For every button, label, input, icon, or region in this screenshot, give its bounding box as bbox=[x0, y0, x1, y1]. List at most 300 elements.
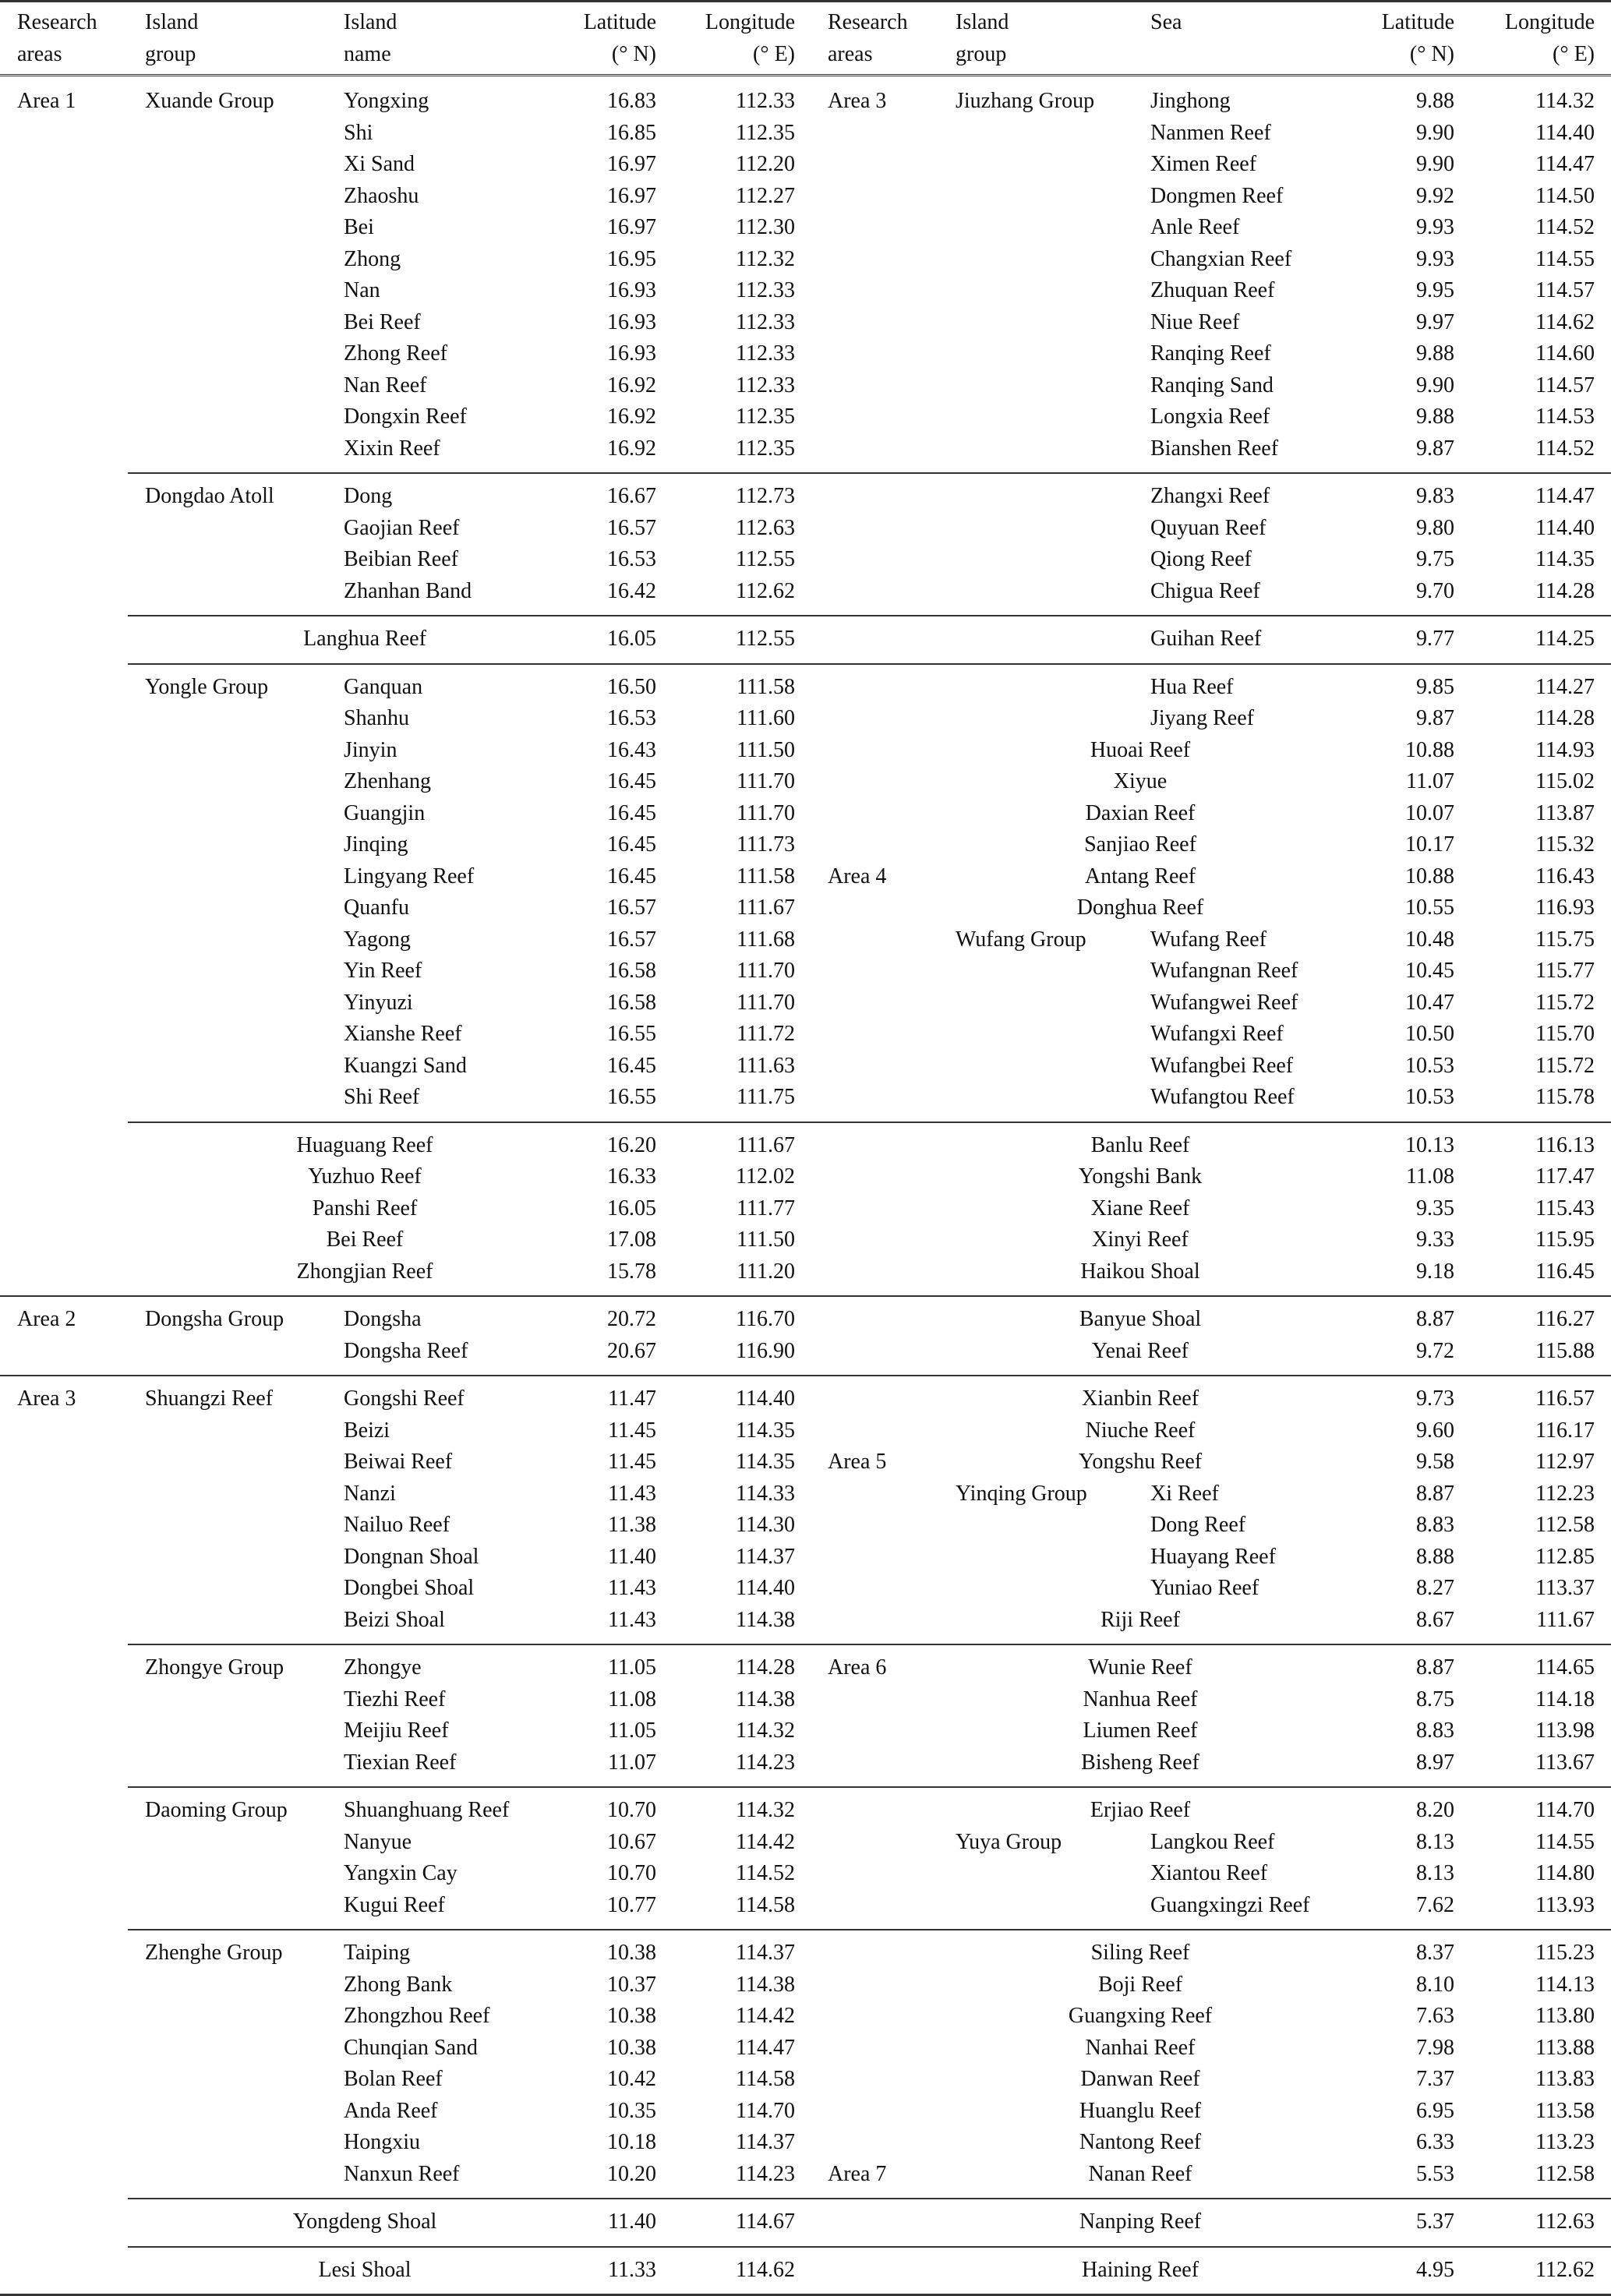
sea-name: Bianshen Reef bbox=[1150, 436, 1279, 461]
section-rule bbox=[128, 663, 806, 665]
section-rule bbox=[806, 1295, 1611, 1297]
latitude-value: 16.45 bbox=[607, 832, 656, 857]
latitude-value: 11.47 bbox=[608, 1386, 656, 1411]
section-rule bbox=[806, 472, 1611, 474]
latitude-value: 10.35 bbox=[607, 2098, 656, 2123]
island-name: Shi bbox=[344, 120, 373, 145]
island-name: Xianshe Reef bbox=[344, 1022, 462, 1046]
section-rule bbox=[806, 2246, 1611, 2248]
longitude-value: 112.35 bbox=[736, 436, 795, 461]
island-name: Zhong bbox=[344, 246, 401, 271]
island-name: Zhaoshu bbox=[344, 183, 419, 208]
column-header-lat: (° N) bbox=[611, 42, 656, 66]
research-area: Area 4 bbox=[828, 864, 887, 888]
longitude-value: 116.13 bbox=[1535, 1132, 1595, 1157]
island-group: Yongle Group bbox=[145, 674, 269, 699]
latitude-value: 16.58 bbox=[607, 959, 656, 983]
island-name: Dongnan Shoal bbox=[344, 1544, 479, 1569]
latitude-value: 8.87 bbox=[1416, 1481, 1454, 1506]
island-name: Nan Reef bbox=[344, 373, 427, 397]
longitude-value: 116.45 bbox=[1535, 1259, 1595, 1284]
latitude-value: 16.43 bbox=[607, 737, 656, 762]
latitude-value: 16.20 bbox=[607, 1132, 656, 1157]
sea-name: Wufangxi Reef bbox=[1150, 1022, 1284, 1046]
longitude-value: 114.80 bbox=[1535, 1861, 1595, 1885]
longitude-value: 112.32 bbox=[736, 246, 795, 271]
longitude-value: 115.72 bbox=[1535, 1053, 1595, 1078]
island-name: Shuanghuang Reef bbox=[344, 1798, 510, 1822]
island-name: Dongxin Reef bbox=[344, 404, 467, 429]
longitude-value: 113.87 bbox=[1535, 800, 1595, 825]
sea-name: Ranqing Reef bbox=[1150, 341, 1271, 366]
longitude-value: 112.33 bbox=[736, 341, 795, 366]
latitude-value: 16.92 bbox=[607, 404, 656, 429]
latitude-value: 10.45 bbox=[1405, 959, 1454, 983]
research-area: Area 3 bbox=[17, 1386, 76, 1411]
latitude-value: 9.35 bbox=[1416, 1196, 1454, 1220]
island-name-spanning: Banyue Shoal bbox=[1079, 1307, 1202, 1331]
longitude-value: 111.50 bbox=[737, 1227, 795, 1252]
latitude-value: 16.33 bbox=[607, 1164, 656, 1189]
column-header-lon: (° E) bbox=[753, 42, 795, 66]
longitude-value: 114.32 bbox=[1535, 89, 1595, 113]
latitude-value: 9.58 bbox=[1416, 1450, 1454, 1474]
latitude-value: 11.43 bbox=[608, 1576, 656, 1600]
latitude-value: 10.88 bbox=[1405, 737, 1454, 762]
sea-name: Yuniao Reef bbox=[1150, 1576, 1259, 1600]
latitude-value: 8.13 bbox=[1416, 1829, 1454, 1854]
header-rule bbox=[806, 74, 1611, 79]
longitude-value: 114.55 bbox=[1535, 246, 1595, 271]
longitude-value: 111.75 bbox=[737, 1085, 795, 1109]
longitude-value: 114.23 bbox=[736, 1750, 795, 1775]
island-name: Bei bbox=[344, 215, 374, 239]
latitude-value: 9.87 bbox=[1416, 436, 1454, 461]
island-name: Taiping bbox=[344, 1941, 411, 1965]
latitude-value: 16.58 bbox=[607, 990, 656, 1015]
longitude-value: 114.47 bbox=[736, 2035, 795, 2060]
latitude-value: 10.37 bbox=[607, 1972, 656, 1997]
island-name: Nan bbox=[344, 278, 380, 302]
island-name-spanning: Riji Reef bbox=[1100, 1607, 1180, 1632]
latitude-value: 16.57 bbox=[607, 515, 656, 540]
latitude-value: 8.97 bbox=[1416, 1750, 1454, 1775]
longitude-value: 111.70 bbox=[737, 769, 795, 793]
longitude-value: 112.02 bbox=[736, 1164, 795, 1189]
section-rule bbox=[128, 2246, 806, 2248]
latitude-value: 9.93 bbox=[1416, 215, 1454, 239]
latitude-value: 16.57 bbox=[607, 927, 656, 952]
island-name-spanning: Donghua Reef bbox=[1076, 895, 1204, 920]
longitude-value: 112.55 bbox=[736, 627, 795, 651]
latitude-value: 16.45 bbox=[607, 769, 656, 793]
longitude-value: 114.62 bbox=[736, 2257, 795, 2282]
longitude-value: 114.42 bbox=[736, 1829, 795, 1854]
section-rule bbox=[806, 1786, 1611, 1788]
latitude-value: 10.17 bbox=[1405, 832, 1454, 857]
sea-name: Zhangxi Reef bbox=[1150, 484, 1270, 508]
longitude-value: 117.47 bbox=[1535, 1164, 1595, 1189]
latitude-value: 16.92 bbox=[607, 436, 656, 461]
island-name: Xixin Reef bbox=[344, 436, 440, 461]
sea-name: Dongmen Reef bbox=[1150, 183, 1284, 208]
column-header-lat: (° N) bbox=[1409, 42, 1454, 66]
longitude-value: 111.70 bbox=[737, 990, 795, 1015]
longitude-value: 115.95 bbox=[1535, 1227, 1595, 1252]
longitude-value: 114.57 bbox=[1535, 373, 1595, 397]
island-name: Nanyue bbox=[344, 1829, 412, 1854]
latitude-value: 8.75 bbox=[1416, 1687, 1454, 1711]
sea-name: Huayang Reef bbox=[1150, 1544, 1276, 1569]
longitude-value: 111.72 bbox=[737, 1022, 795, 1046]
latitude-value: 10.50 bbox=[1405, 1022, 1454, 1046]
latitude-value: 11.07 bbox=[1406, 769, 1454, 793]
research-area: Area 5 bbox=[828, 1450, 887, 1474]
island-name: Yin Reef bbox=[344, 959, 422, 983]
island-name-spanning: Huaguang Reef bbox=[296, 1132, 433, 1157]
longitude-value: 112.23 bbox=[1535, 1481, 1595, 1506]
column-header-group: Island bbox=[956, 10, 1009, 34]
longitude-value: 114.40 bbox=[1535, 120, 1595, 145]
island-name-spanning: Yuzhuo Reef bbox=[308, 1164, 422, 1189]
island-group: Daoming Group bbox=[145, 1798, 288, 1822]
latitude-value: 10.38 bbox=[607, 2035, 656, 2060]
latitude-value: 16.45 bbox=[607, 864, 656, 888]
latitude-value: 20.67 bbox=[607, 1338, 656, 1363]
longitude-value: 112.35 bbox=[736, 404, 795, 429]
longitude-value: 116.43 bbox=[1535, 864, 1595, 888]
section-rule bbox=[128, 472, 806, 474]
latitude-value: 5.53 bbox=[1416, 2161, 1454, 2186]
longitude-value: 114.55 bbox=[1535, 1829, 1595, 1854]
longitude-value: 116.57 bbox=[1535, 1386, 1595, 1411]
latitude-value: 9.88 bbox=[1416, 404, 1454, 429]
latitude-value: 16.85 bbox=[607, 120, 656, 145]
latitude-value: 9.97 bbox=[1416, 309, 1454, 334]
latitude-value: 10.13 bbox=[1405, 1132, 1454, 1157]
latitude-value: 10.77 bbox=[607, 1892, 656, 1917]
latitude-value: 9.88 bbox=[1416, 89, 1454, 113]
section-rule bbox=[128, 1122, 806, 1123]
latitude-value: 10.47 bbox=[1405, 990, 1454, 1015]
island-name: Gongshi Reef bbox=[344, 1386, 465, 1411]
longitude-value: 114.58 bbox=[736, 2067, 795, 2091]
latitude-value: 11.08 bbox=[608, 1687, 656, 1711]
longitude-value: 111.50 bbox=[737, 737, 795, 762]
latitude-value: 9.88 bbox=[1416, 341, 1454, 366]
longitude-value: 115.70 bbox=[1535, 1022, 1595, 1046]
island-name-spanning: Yenai Reef bbox=[1092, 1338, 1189, 1363]
island-name: Gaojian Reef bbox=[344, 515, 460, 540]
latitude-value: 8.37 bbox=[1416, 1941, 1454, 1965]
longitude-value: 114.62 bbox=[1535, 309, 1595, 334]
longitude-value: 112.73 bbox=[736, 484, 795, 508]
longitude-value: 114.38 bbox=[736, 1607, 795, 1632]
section-rule bbox=[806, 663, 1611, 665]
latitude-value: 6.95 bbox=[1416, 2098, 1454, 2123]
island-name-spanning: Xiane Reef bbox=[1090, 1196, 1190, 1220]
latitude-value: 16.53 bbox=[607, 706, 656, 730]
island-name: Ganquan bbox=[344, 674, 423, 699]
latitude-value: 11.40 bbox=[608, 1544, 656, 1569]
latitude-value: 8.83 bbox=[1416, 1513, 1454, 1537]
latitude-value: 10.18 bbox=[607, 2130, 656, 2154]
latitude-value: 10.38 bbox=[607, 1941, 656, 1965]
longitude-value: 111.73 bbox=[737, 832, 795, 857]
latitude-value: 4.95 bbox=[1416, 2257, 1454, 2282]
column-header-lon: Longitude bbox=[1504, 10, 1595, 34]
island-name: Tiexian Reef bbox=[344, 1750, 457, 1775]
section-rule bbox=[128, 2198, 806, 2199]
longitude-value: 114.37 bbox=[736, 2130, 795, 2154]
island-name-spanning: Langhua Reef bbox=[303, 627, 426, 651]
longitude-value: 113.37 bbox=[1535, 1576, 1595, 1600]
island-name: Beiwai Reef bbox=[344, 1450, 453, 1474]
latitude-value: 9.92 bbox=[1416, 183, 1454, 208]
island-name-spanning: Banlu Reef bbox=[1090, 1132, 1190, 1157]
island-name: Hongxiu bbox=[344, 2130, 420, 2154]
sea-name: Niue Reef bbox=[1150, 309, 1240, 334]
island-name-spanning: Yongshi Bank bbox=[1078, 1164, 1203, 1189]
longitude-value: 116.70 bbox=[736, 1307, 795, 1331]
longitude-value: 111.58 bbox=[737, 864, 795, 888]
island-name-spanning: Bisheng Reef bbox=[1081, 1750, 1199, 1775]
longitude-value: 114.32 bbox=[736, 1718, 795, 1743]
longitude-value: 111.67 bbox=[1536, 1607, 1595, 1632]
longitude-value: 114.25 bbox=[1535, 627, 1595, 651]
latitude-value: 16.97 bbox=[607, 183, 656, 208]
longitude-value: 115.23 bbox=[1535, 1941, 1595, 1965]
longitude-value: 114.37 bbox=[736, 1941, 795, 1965]
longitude-value: 116.27 bbox=[1535, 1307, 1595, 1331]
latitude-value: 16.55 bbox=[607, 1022, 656, 1046]
island-name: Guangjin bbox=[344, 800, 426, 825]
column-header-name: Sea bbox=[1150, 10, 1182, 34]
island-name: Beizi bbox=[344, 1418, 390, 1443]
column-header-group: Island bbox=[145, 10, 199, 34]
island-name: Bei Reef bbox=[344, 309, 421, 334]
latitude-value: 10.42 bbox=[607, 2067, 656, 2091]
island-name-spanning: Siling Reef bbox=[1090, 1941, 1190, 1965]
table-top-rule bbox=[0, 0, 1611, 2]
latitude-value: 16.97 bbox=[607, 215, 656, 239]
longitude-value: 112.27 bbox=[736, 183, 795, 208]
island-name: Nanzi bbox=[344, 1481, 396, 1506]
latitude-value: 20.72 bbox=[607, 1307, 656, 1331]
island-name-spanning: Haikou Shoal bbox=[1080, 1259, 1200, 1284]
column-header-lon: (° E) bbox=[1553, 42, 1595, 66]
longitude-value: 115.77 bbox=[1535, 959, 1595, 983]
section-rule bbox=[0, 1375, 806, 1376]
section-rule bbox=[0, 1295, 806, 1297]
longitude-value: 114.32 bbox=[736, 1798, 795, 1822]
island-name-spanning: Nanan Reef bbox=[1088, 2161, 1192, 2186]
longitude-value: 114.33 bbox=[736, 1481, 795, 1506]
longitude-value: 112.33 bbox=[736, 278, 795, 302]
latitude-value: 16.83 bbox=[607, 89, 656, 113]
island-group: Yuya Group bbox=[956, 1829, 1062, 1854]
sea-name: Wufangnan Reef bbox=[1150, 959, 1298, 983]
latitude-value: 7.63 bbox=[1416, 2004, 1454, 2028]
research-area: Area 2 bbox=[17, 1307, 76, 1331]
sea-name: Wufangtou Reef bbox=[1150, 1085, 1295, 1109]
sea-name: Nanmen Reef bbox=[1150, 120, 1271, 145]
sea-name: Zhuquan Reef bbox=[1150, 278, 1275, 302]
longitude-value: 114.65 bbox=[1535, 1655, 1595, 1680]
sea-name: Wufang Reef bbox=[1150, 927, 1267, 952]
longitude-value: 114.57 bbox=[1535, 278, 1595, 302]
section-rule bbox=[128, 1786, 806, 1788]
sea-name: Wufangbei Reef bbox=[1150, 1053, 1294, 1078]
longitude-value: 112.58 bbox=[1535, 2161, 1595, 2186]
latitude-value: 10.53 bbox=[1405, 1085, 1454, 1109]
column-header-lat: Latitude bbox=[583, 10, 656, 34]
longitude-value: 112.35 bbox=[736, 120, 795, 145]
longitude-value: 112.62 bbox=[1535, 2257, 1595, 2282]
latitude-value: 15.78 bbox=[607, 1259, 656, 1284]
longitude-value: 114.93 bbox=[1535, 737, 1595, 762]
latitude-value: 11.05 bbox=[608, 1718, 656, 1743]
section-rule bbox=[128, 1644, 806, 1645]
sea-name: Hua Reef bbox=[1150, 674, 1234, 699]
longitude-value: 112.33 bbox=[736, 309, 795, 334]
sea-name: Jinghong bbox=[1150, 89, 1231, 113]
longitude-value: 114.40 bbox=[1535, 515, 1595, 540]
island-name-spanning: Danwan Reef bbox=[1080, 2067, 1200, 2091]
latitude-value: 16.45 bbox=[607, 800, 656, 825]
island-group: Wufang Group bbox=[956, 927, 1086, 952]
latitude-value: 10.55 bbox=[1405, 895, 1454, 920]
longitude-value: 112.63 bbox=[1535, 2209, 1595, 2234]
sea-name: Jiyang Reef bbox=[1150, 706, 1254, 730]
island-group: Zhenghe Group bbox=[145, 1941, 283, 1965]
latitude-value: 16.53 bbox=[607, 547, 656, 571]
island-name: Yagong bbox=[344, 927, 411, 952]
island-name: Shanhu bbox=[344, 706, 409, 730]
island-name-spanning: Nantong Reef bbox=[1079, 2130, 1202, 2154]
latitude-value: 7.98 bbox=[1416, 2035, 1454, 2060]
latitude-value: 10.53 bbox=[1405, 1053, 1454, 1078]
sea-name: Changxian Reef bbox=[1150, 246, 1292, 271]
latitude-value: 8.27 bbox=[1416, 1576, 1454, 1600]
longitude-value: 112.62 bbox=[736, 578, 795, 603]
island-name: Zhongye bbox=[344, 1655, 422, 1680]
longitude-value: 114.35 bbox=[736, 1450, 795, 1474]
longitude-value: 114.37 bbox=[736, 1544, 795, 1569]
column-header-area: areas bbox=[17, 42, 62, 66]
column-header-lat: Latitude bbox=[1381, 10, 1454, 34]
latitude-value: 16.42 bbox=[607, 578, 656, 603]
section-rule bbox=[806, 615, 1611, 616]
island-name-spanning: Panshi Reef bbox=[312, 1196, 418, 1220]
latitude-value: 11.45 bbox=[608, 1418, 656, 1443]
sea-name: Chigua Reef bbox=[1150, 578, 1260, 603]
longitude-value: 115.02 bbox=[1535, 769, 1595, 793]
longitude-value: 115.32 bbox=[1535, 832, 1595, 857]
longitude-value: 114.18 bbox=[1535, 1687, 1595, 1711]
longitude-value: 111.58 bbox=[737, 674, 795, 699]
section-rule bbox=[806, 1929, 1611, 1930]
island-name-spanning: Boji Reef bbox=[1097, 1972, 1183, 1997]
island-name: Xi Sand bbox=[344, 152, 415, 176]
longitude-value: 114.28 bbox=[1535, 706, 1595, 730]
longitude-value: 113.67 bbox=[1535, 1750, 1595, 1775]
longitude-value: 112.30 bbox=[736, 215, 795, 239]
latitude-value: 9.87 bbox=[1416, 706, 1454, 730]
island-name: Yongxing bbox=[344, 89, 429, 113]
column-header-area: areas bbox=[828, 42, 873, 66]
island-name-spanning: Yongdeng Shoal bbox=[292, 2209, 437, 2234]
longitude-value: 114.28 bbox=[1535, 578, 1595, 603]
island-name: Tiezhi Reef bbox=[344, 1687, 446, 1711]
sea-name: Qiong Reef bbox=[1150, 547, 1252, 571]
latitude-value: 8.88 bbox=[1416, 1544, 1454, 1569]
latitude-value: 9.80 bbox=[1416, 515, 1454, 540]
longitude-value: 111.70 bbox=[737, 959, 795, 983]
latitude-value: 8.83 bbox=[1416, 1718, 1454, 1743]
longitude-value: 111.77 bbox=[737, 1196, 795, 1220]
latitude-value: 16.95 bbox=[607, 246, 656, 271]
island-name: Yinyuzi bbox=[344, 990, 413, 1015]
longitude-value: 114.38 bbox=[736, 1687, 795, 1711]
island-group: Dongsha Group bbox=[145, 1307, 284, 1331]
island-name: Dongbei Shoal bbox=[344, 1576, 475, 1600]
longitude-value: 114.35 bbox=[736, 1418, 795, 1443]
longitude-value: 114.67 bbox=[736, 2209, 795, 2234]
island-name-spanning: Xinyi Reef bbox=[1092, 1227, 1189, 1252]
latitude-value: 9.95 bbox=[1416, 278, 1454, 302]
latitude-value: 11.33 bbox=[608, 2257, 656, 2282]
column-header-area: Research bbox=[828, 10, 908, 34]
latitude-value: 16.45 bbox=[607, 1053, 656, 1078]
longitude-value: 115.72 bbox=[1535, 990, 1595, 1015]
sea-name: Xiantou Reef bbox=[1150, 1861, 1268, 1885]
latitude-value: 8.10 bbox=[1416, 1972, 1454, 1997]
sea-name: Wufangwei Reef bbox=[1150, 990, 1298, 1015]
latitude-value: 8.20 bbox=[1416, 1798, 1454, 1822]
island-name: Zhongzhou Reef bbox=[344, 2004, 490, 2028]
island-name-spanning: Erjiao Reef bbox=[1090, 1798, 1191, 1822]
longitude-value: 114.35 bbox=[1535, 547, 1595, 571]
longitude-value: 114.70 bbox=[736, 2098, 795, 2123]
island-name-spanning: Niuche Reef bbox=[1085, 1418, 1196, 1443]
island-name-spanning: Huoai Reef bbox=[1090, 737, 1191, 762]
longitude-value: 112.20 bbox=[736, 152, 795, 176]
island-name: Nanxun Reef bbox=[344, 2161, 460, 2186]
longitude-value: 116.17 bbox=[1535, 1418, 1595, 1443]
section-rule bbox=[806, 2198, 1611, 2199]
latitude-value: 9.83 bbox=[1416, 484, 1454, 508]
latitude-value: 16.50 bbox=[607, 674, 656, 699]
latitude-value: 9.85 bbox=[1416, 674, 1454, 699]
sea-name: Guangxingzi Reef bbox=[1150, 1892, 1310, 1917]
longitude-value: 116.90 bbox=[736, 1338, 795, 1363]
longitude-value: 114.40 bbox=[736, 1386, 795, 1411]
latitude-value: 9.75 bbox=[1416, 547, 1454, 571]
longitude-value: 114.52 bbox=[1535, 215, 1595, 239]
island-name-spanning: Nanping Reef bbox=[1079, 2209, 1202, 2234]
longitude-value: 112.55 bbox=[736, 547, 795, 571]
sea-name: Ximen Reef bbox=[1150, 152, 1257, 176]
island-name: Yangxin Cay bbox=[344, 1861, 458, 1885]
sea-name: Longxia Reef bbox=[1150, 404, 1270, 429]
island-name-spanning: Liumen Reef bbox=[1083, 1718, 1198, 1743]
longitude-value: 112.33 bbox=[736, 373, 795, 397]
longitude-value: 113.93 bbox=[1535, 1892, 1595, 1917]
island-name-spanning: Daxian Reef bbox=[1085, 800, 1196, 825]
longitude-value: 114.38 bbox=[736, 1972, 795, 1997]
column-header-group: group bbox=[956, 42, 1007, 66]
